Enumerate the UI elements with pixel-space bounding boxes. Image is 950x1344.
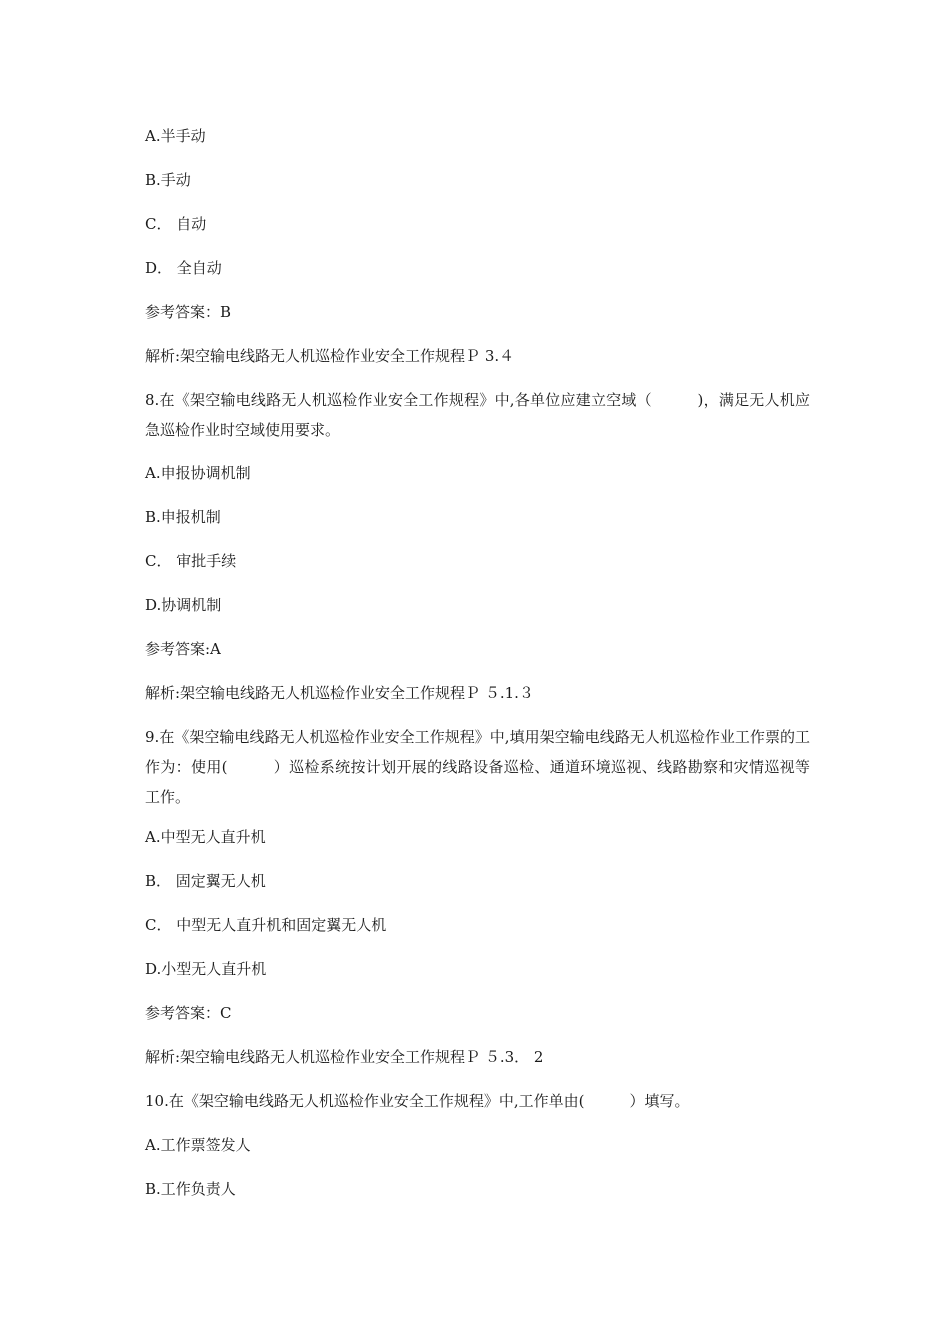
q8-stem: 8.在《架空输电线路无人机巡检作业安全工作规程》中,各单位应建立空域（ )，满足无人机应急巡检作业时空域使用要求。 bbox=[145, 391, 810, 439]
q9-analysis: 解析:架空输电线路无人机巡检作业安全工作规程Ｐ ５.3． 2 bbox=[145, 1048, 544, 1066]
q9-option-a: A.中型无人直升机 bbox=[145, 828, 266, 846]
q9-stem: 9.在《架空输电线路无人机巡检作业安全工作规程》中,填用架空输电线路无人机巡检作业工作票的工作为：使用( ）巡检系统按计划开展的线路设备巡检、通道环境巡视、线路勘察和灾情巡视等工作。 bbox=[145, 728, 810, 806]
q9-option-b: B． 固定翼无人机 bbox=[145, 872, 266, 890]
q8-option-d: D.协调机制 bbox=[145, 596, 222, 614]
q8-option-b: B.申报机制 bbox=[145, 508, 221, 526]
q7-option-c: C． 自动 bbox=[145, 215, 207, 233]
q9-answer: 参考答案：C bbox=[145, 1004, 232, 1022]
q8-option-c: C． 审批手续 bbox=[145, 552, 237, 570]
q8-answer: 参考答案:A bbox=[145, 640, 221, 658]
q9-option-d: D.小型无人直升机 bbox=[145, 960, 267, 978]
q9-option-c: C． 中型无人直升机和固定翼无人机 bbox=[145, 916, 387, 934]
q7-option-a: A.半手动 bbox=[145, 127, 206, 145]
q10-option-a: A.工作票签发人 bbox=[145, 1136, 251, 1154]
q8-analysis: 解析:架空输电线路无人机巡检作业安全工作规程Ｐ ５.1.３ bbox=[145, 684, 534, 702]
q7-answer: 参考答案：B bbox=[145, 303, 232, 321]
q8-option-a: A.申报协调机制 bbox=[145, 464, 251, 482]
q10-option-b: B.工作负责人 bbox=[145, 1180, 236, 1198]
q7-option-d: D． 全自动 bbox=[145, 259, 222, 277]
q7-analysis: 解析:架空输电线路无人机巡检作业安全工作规程Ｐ 3.４ bbox=[145, 347, 515, 365]
q10-stem: 10.在《架空输电线路无人机巡检作业安全工作规程》中,工作单由( ）填写。 bbox=[145, 1092, 690, 1110]
q7-option-b: B.手动 bbox=[145, 171, 191, 189]
